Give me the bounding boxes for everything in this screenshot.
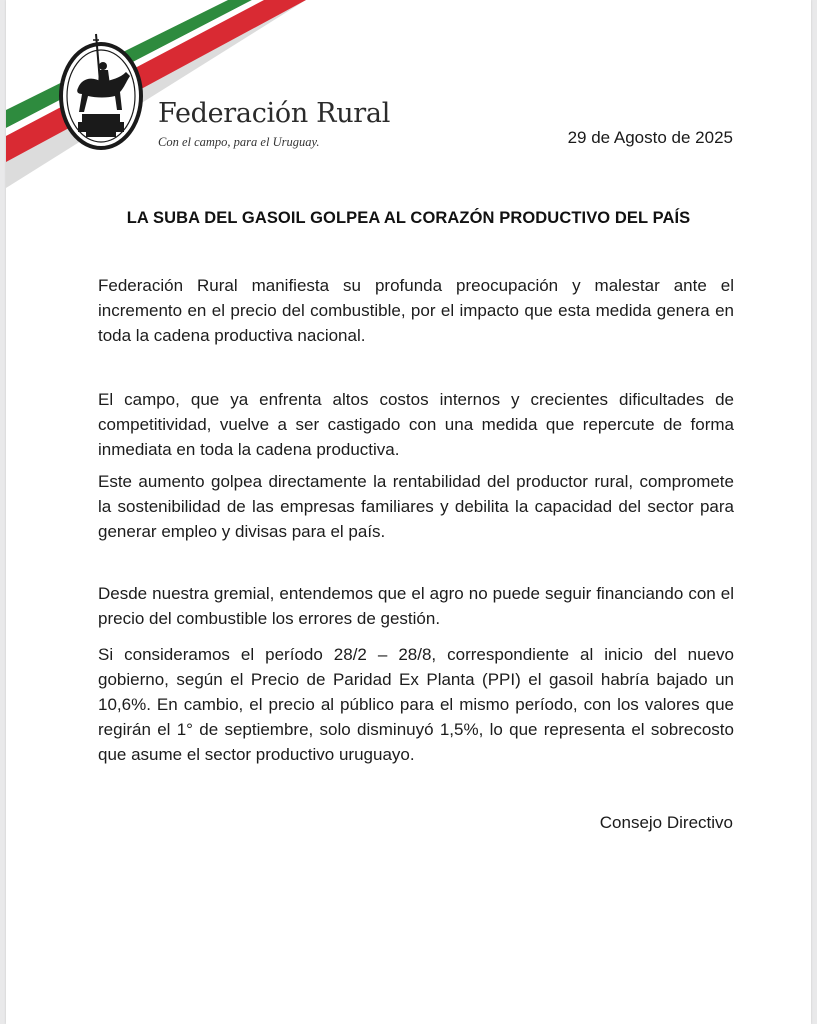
paragraph-4: Desde nuestra gremial, entendemos que el agro no puede seguir financiando con el precio del combustible los errores de gestión. <box>98 584 734 628</box>
signature: Consejo Directivo <box>599 813 733 832</box>
organization-name: Federación Rural <box>158 98 391 129</box>
flag-stripes-decoration <box>6 0 326 190</box>
equestrian-statue-emblem-icon <box>56 30 146 150</box>
paragraph-3: Este aumento golpea directamente la rentabilidad del productor rural, compromete la sostenibilidad de las empresas familiares y debilita la capacidad del sector para generar empleo y divisas para el país. <box>98 472 734 541</box>
organization-tagline: Con el campo, para el Uruguay. <box>158 135 320 149</box>
document-page <box>6 0 811 1024</box>
paragraph-1: Federación Rural manifiesta su profunda preocupación y malestar ante el incremento en el precio del combustible, por el impacto que esta medida genera en toda la cadena productiva nacional. <box>98 276 734 345</box>
document-date: 29 de Agosto de 2025 <box>567 128 733 147</box>
paragraph-5: Si consideramos el período 28/2 – 28/8, correspondiente al inicio del nuevo gobierno, según el Precio de Paridad Ex Planta (PPI) el gasoil habría bajado un 10,6%. En cambio, el precio al público para el mismo período, con los valores que regirán el 1° de septiembre, solo disminuyó 1,5%, lo que representa el sobrecosto que asume el sector productivo uruguayo. <box>98 645 734 764</box>
paragraph-2: El campo, que ya enfrenta altos costos internos y crecientes dificultades de competitividad, vuelve a ser castigado con una medida que repercute de forma inmediata en toda la cadena productiva. <box>98 390 734 459</box>
document-title: LA SUBA DEL GASOIL GOLPEA AL CORAZÓN PRODUCTIVO DEL PAÍS <box>126 209 691 227</box>
